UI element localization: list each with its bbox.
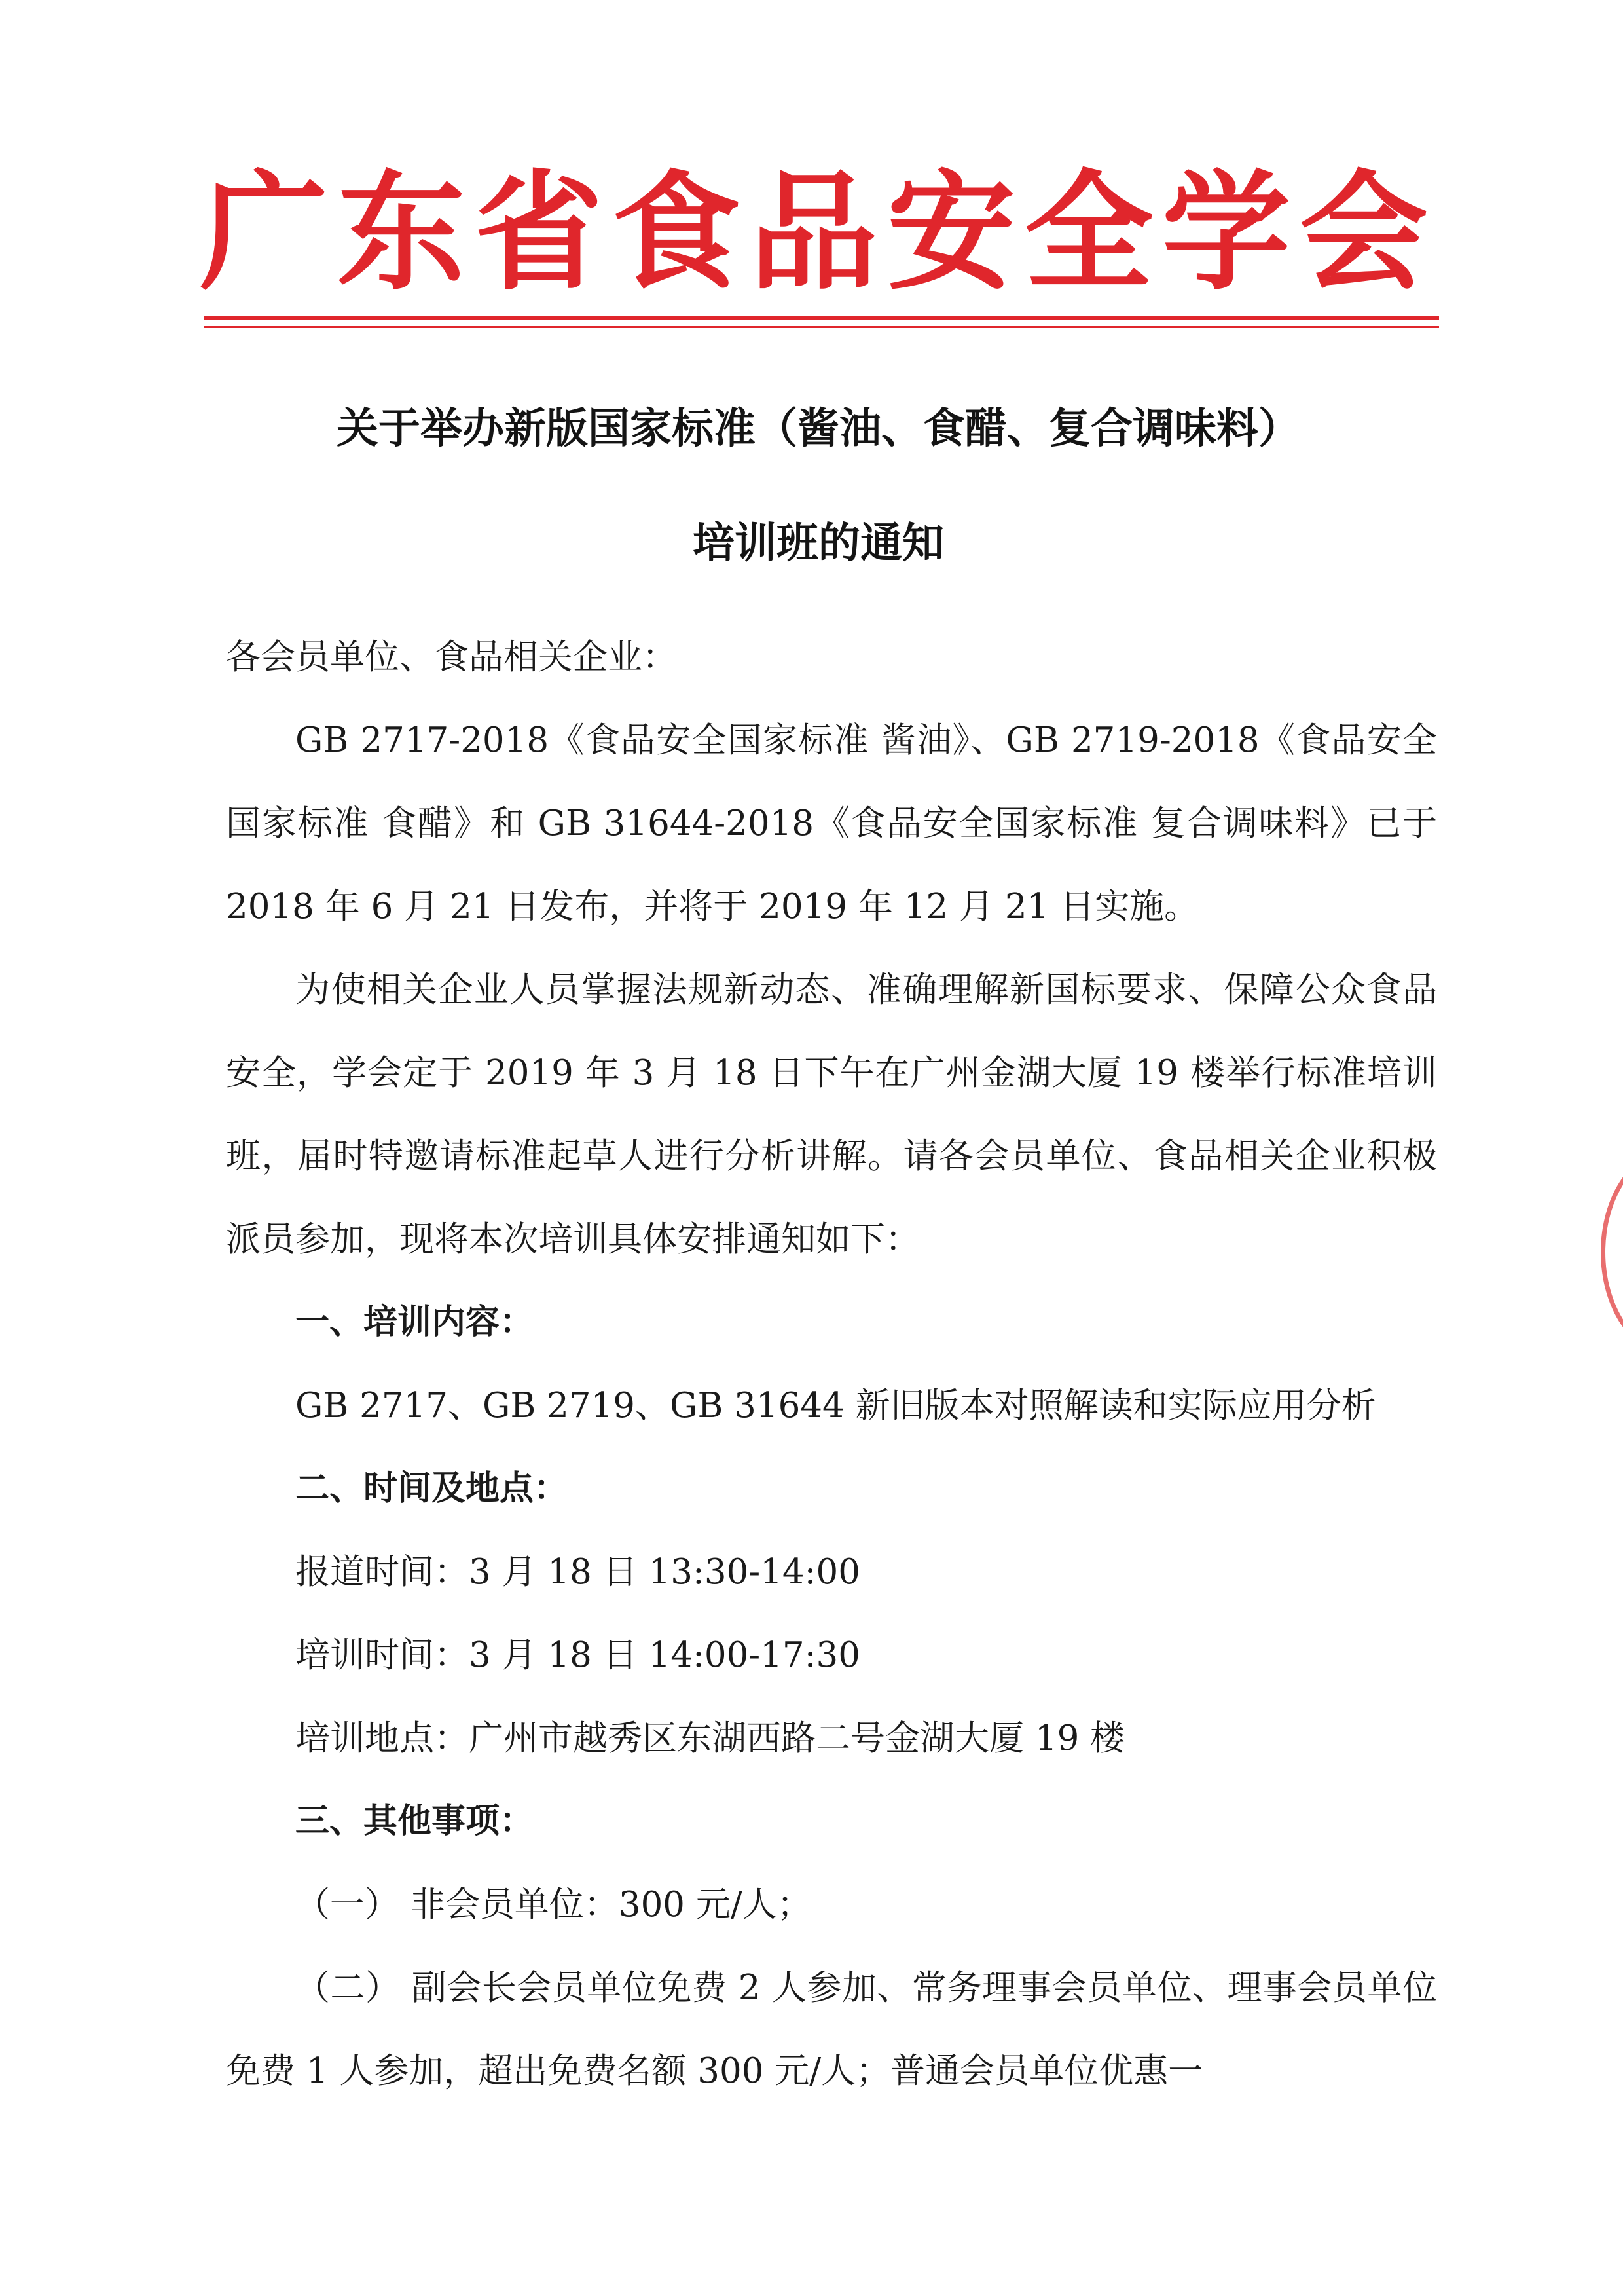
letterhead-rule-thick (204, 316, 1439, 320)
other-item-member-quota: （二） 副会长会员单位免费 2 人参加、常务理事会员单位、理事会员单位免费 1 人参加，超出免费名额 300 元/人；普通会员单位优惠一 (226, 1968, 1437, 2091)
schedule-item-registration: 报道时间：3 月 18 日 13:30-14:00 (295, 1552, 860, 1592)
official-seal-edge (1601, 1149, 1623, 1355)
document-title-line-2: 培训班的通知 (693, 519, 944, 568)
section-heading-content: 一、培训内容： (295, 1303, 534, 1342)
paragraph-training-purpose: 为使相关企业人员掌握法规新动态、准确理解新国标要求、保障公众食品安全，学会定于 2019 年 3 月 18 日下午在广州金湖大厦 19 楼举行标准培训班，届时特邀请标准起草人进行分析讲解。请各会员单位、食品相关企业积极派员参加，现将本次培训具体安排通知如下： (226, 970, 1437, 1259)
letterhead-rule-thin (204, 326, 1439, 328)
document-title-line-1: 关于举办新版国家标准（酱油、食醋、复合调味料） (337, 405, 1300, 453)
section-heading-other: 三、其他事项： (295, 1802, 534, 1841)
training-content-text: GB 2717、GB 2719、GB 31644 新旧版本对照解读和实际应用分析 (295, 1386, 1376, 1426)
other-item-non-member-fee: （一） 非会员单位：300 元/人； (295, 1885, 812, 1925)
notice-body (226, 616, 1437, 2113)
schedule-item-location: 培训地点：广州市越秀区东湖西路二号金湖大厦 19 楼 (295, 1718, 1125, 1758)
schedule-item-training-time: 培训时间：3 月 18 日 14:00-17:30 (295, 1635, 860, 1675)
letterhead-org-name: 广东省食品安全学会 (199, 157, 1437, 308)
paragraph-standards-release: GB 2717-2018《食品安全国家标准 酱油》、GB 2719-2018《食品安全国家标准 食醋》和 GB 31644-2018《食品安全国家标准 复合调味料》已于 2018 年 6 月 21 日发布，并将于 2019 年 12 月 21 日实施。 (226, 720, 1437, 927)
salutation: 各会员单位、食品相关企业： (226, 637, 677, 677)
section-heading-schedule: 二、时间及地点： (295, 1469, 568, 1508)
